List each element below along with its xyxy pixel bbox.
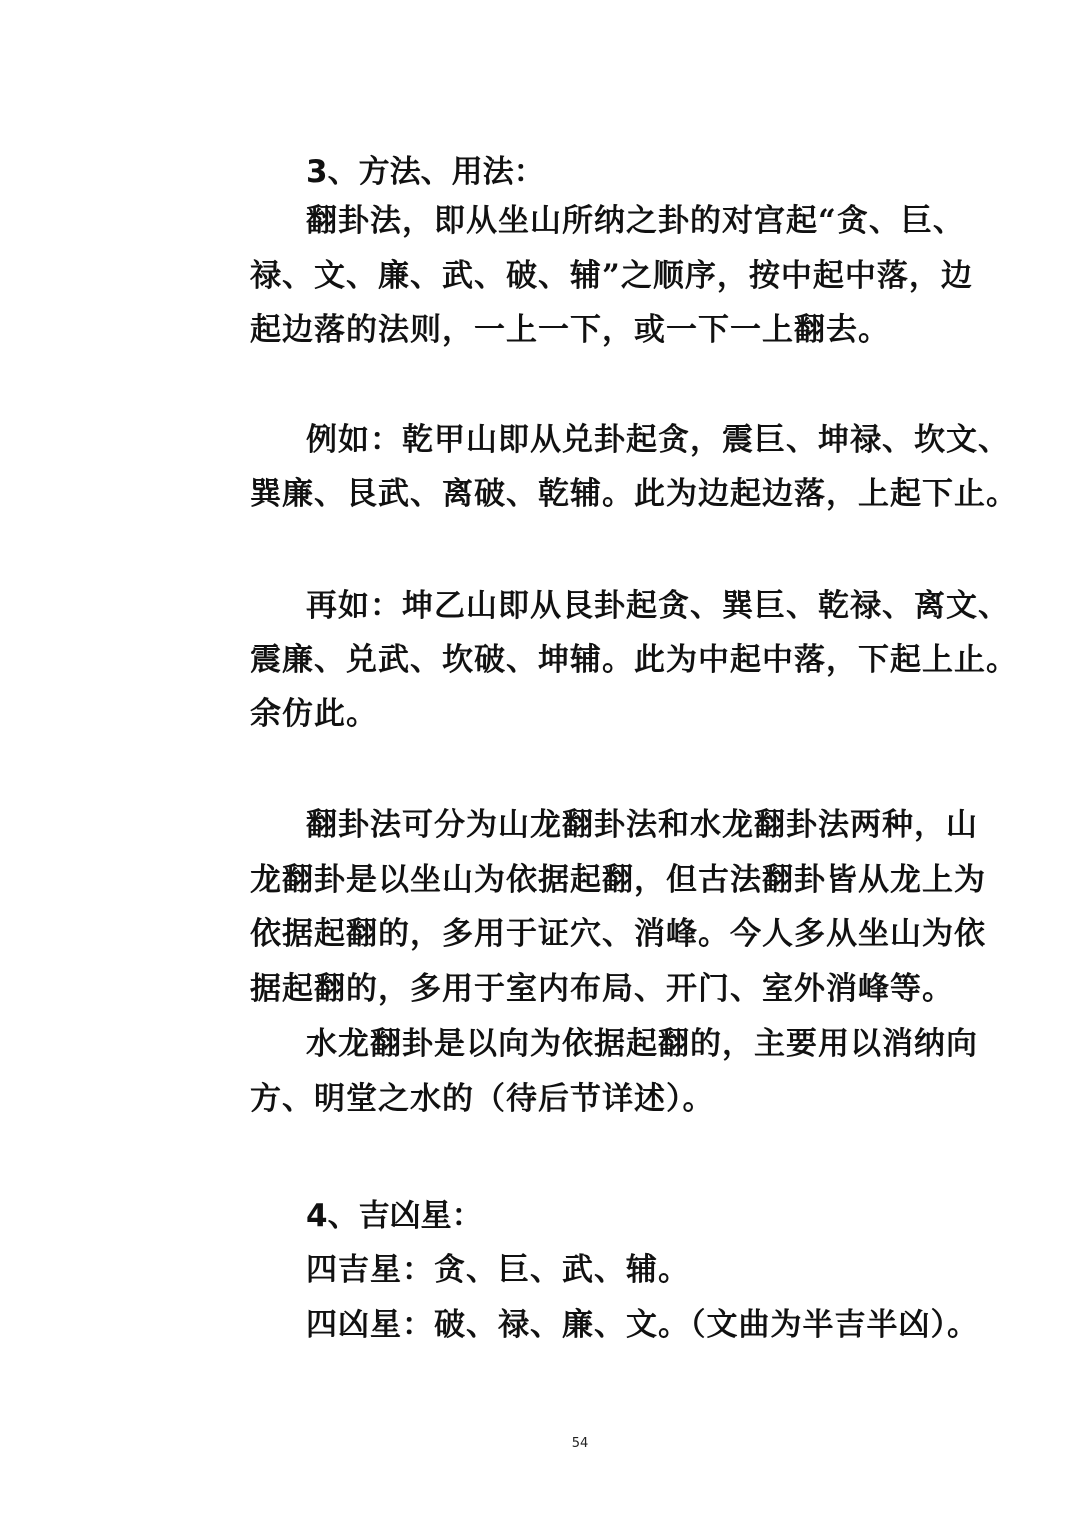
example2-line-3: 余仿此。 — [250, 696, 378, 732]
page-number: 54 — [571, 1436, 589, 1451]
para3-line-2: 方、明堂之水的（待后节详述）。 — [250, 1081, 715, 1117]
example2-line-2: 震廉、兑武、坎破、坤辅。此为中起中落，下起上止。 — [250, 642, 1018, 678]
section-3-heading: 3、方法、用法： — [306, 154, 545, 190]
para2-line-3: 依据起翻的，多用于证穴、消峰。今人多从坐山为依 — [250, 916, 986, 952]
para2-line-1: 翻卦法可分为山龙翻卦法和水龙翻卦法两种，山 — [306, 807, 978, 843]
example1-line-2: 巽廉、艮武、离破、乾辅。此为边起边落，上起下止。 — [250, 476, 1018, 512]
para2-line-4: 据起翻的，多用于室内布局、开门、室外消峰等。 — [250, 971, 954, 1007]
unlucky-stars-line: 四凶星：破、禄、廉、文。（文曲为半吉半凶）。 — [306, 1307, 979, 1343]
example1-line-1: 例如：乾甲山即从兑卦起贪，震巨、坤禄、坎文、 — [306, 422, 1010, 458]
lucky-stars-line: 四吉星：贪、巨、武、辅。 — [306, 1252, 690, 1288]
section-4-heading: 4、吉凶星： — [306, 1198, 483, 1234]
para3-line-1: 水龙翻卦是以向为依据起翻的，主要用以消纳向 — [306, 1026, 978, 1062]
para1-line-2: 禄、文、廉、武、破、辅”之顺序，按中起中落，边 — [250, 258, 973, 294]
example2-line-1: 再如：坤乙山即从艮卦起贪、巽巨、乾禄、离文、 — [306, 588, 1010, 624]
para1-line-1: 翻卦法，即从坐山所纳之卦的对宫起“贪、巨、 — [306, 203, 965, 239]
para2-line-2: 龙翻卦是以坐山为依据起翻，但古法翻卦皆从龙上为 — [250, 862, 986, 898]
para1-line-3: 起边落的法则，一上一下，或一下一上翻去。 — [250, 312, 890, 348]
